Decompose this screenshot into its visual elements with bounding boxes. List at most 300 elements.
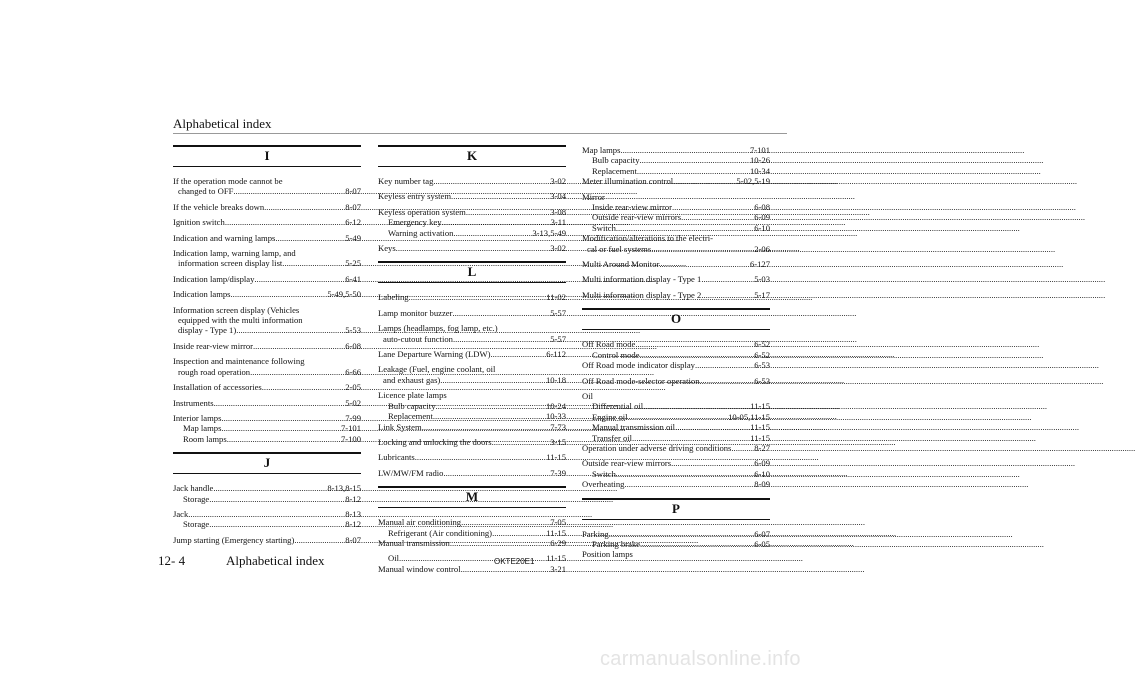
section-letter-heading: P [582, 498, 770, 520]
index-entry [378, 207, 566, 238]
dot-leader [262, 382, 345, 392]
page-reference: 8-12 [345, 519, 361, 530]
index-entry [173, 305, 361, 336]
page-header-title: Alphabetical index [173, 116, 272, 131]
dot-leader [651, 244, 754, 254]
dot-leader [451, 191, 550, 201]
index-term: Inside rear-view mirror [592, 202, 672, 213]
index-term: Off Road mode indicator display [582, 360, 695, 371]
index-entry [582, 274, 770, 284]
index-line [582, 350, 770, 360]
index-term: Indication lamp/display [173, 273, 255, 284]
index-line [582, 549, 770, 559]
index-column-1 [173, 145, 361, 553]
page-reference: 7-05 [550, 517, 566, 528]
index-line [173, 248, 361, 258]
index-term: Locking and unlocking the doors [378, 436, 492, 447]
index-entry [173, 509, 361, 530]
index-line [582, 155, 770, 165]
page-reference: 6-08 [754, 202, 770, 213]
index-term: Storage [183, 519, 210, 530]
index-line [582, 458, 770, 468]
watermark: carmanualsonline.info [600, 648, 801, 670]
index-entry [173, 356, 361, 377]
index-entry [173, 413, 361, 444]
dot-leader [253, 341, 345, 351]
page-reference: 10-05,11-15 [728, 411, 770, 422]
index-entry [582, 290, 770, 300]
page-reference: 6-52 [754, 349, 770, 360]
page-reference: 6-53 [754, 360, 770, 371]
page-reference: 5-57 [550, 333, 566, 344]
page-reference: 7-101 [340, 423, 361, 434]
index-line [173, 434, 361, 444]
dot-leader [442, 217, 551, 227]
dot-leader [254, 274, 345, 284]
index-term: Switch [592, 222, 616, 233]
page-reference: 7-73 [550, 421, 566, 432]
index-term: If the operation mode cannot be [173, 176, 283, 186]
index-column-2 [378, 145, 566, 582]
page-reference: 6-41 [345, 273, 361, 284]
dot-leader [675, 422, 750, 432]
index-term: Indication lamp, warning lamp, and [173, 248, 296, 259]
index-term: Outside rear-view mirrors [592, 212, 682, 223]
section-letter-heading: I [173, 145, 361, 167]
index-line [582, 391, 770, 401]
index-line [582, 166, 770, 176]
index-section [173, 452, 361, 545]
dot-leader [491, 349, 547, 359]
index-line [173, 423, 361, 433]
index-term: Lubricants [378, 452, 415, 463]
dot-leader [609, 529, 755, 539]
index-line [173, 341, 361, 351]
index-line [173, 367, 361, 377]
index-term: Oil [388, 553, 399, 564]
index-line [173, 305, 361, 315]
index-section [378, 261, 566, 478]
index-term: Installation of accessories [173, 382, 262, 393]
page-reference: 6-10 [754, 468, 770, 479]
page-reference: 6-07 [754, 528, 770, 539]
dot-leader [282, 258, 345, 268]
index-term: Manual window control [378, 563, 461, 574]
index-term: Switch [592, 468, 616, 479]
index-line [582, 290, 770, 300]
index-line [582, 339, 770, 349]
dot-leader [492, 528, 546, 538]
dot-leader [492, 437, 551, 447]
index-line [173, 289, 361, 299]
index-line [378, 334, 566, 344]
section-letter-heading: M [378, 486, 566, 508]
index-term: Inside rear-view mirror [173, 340, 253, 351]
index-entry [173, 398, 361, 408]
section-letter-heading: O [582, 308, 770, 330]
page-reference: 3-13,5-49 [532, 227, 566, 238]
page-reference: 11-15 [750, 432, 770, 443]
page-reference: 5-25 [345, 258, 361, 269]
page-reference: 6-09 [754, 458, 770, 469]
index-term: Overheating [582, 479, 625, 490]
index-section [173, 145, 361, 444]
page-reference: 5-53 [345, 325, 361, 336]
index-line [378, 364, 566, 374]
index-term: Control mode [592, 349, 640, 360]
page-reference: 11-02 [546, 292, 566, 303]
index-term: changed to OFF [178, 186, 234, 197]
index-term: Parking brake [592, 538, 640, 549]
index-line [378, 468, 566, 478]
index-term: Link System [378, 421, 422, 432]
dot-leader [294, 535, 345, 545]
index-line [378, 411, 566, 421]
index-entry [173, 202, 361, 212]
page-reference: 5-49 [345, 232, 361, 243]
dot-leader [275, 233, 345, 243]
dot-leader [659, 259, 750, 269]
index-term: Bulb capacity [388, 400, 436, 411]
page-reference: 6-29 [550, 537, 566, 548]
dot-leader [731, 443, 754, 453]
index-term: Lamps (headlamps, fog lamp, etc.) [378, 323, 498, 334]
index-term: Mirror [582, 191, 605, 202]
index-line [582, 192, 770, 202]
index-entry [378, 349, 566, 359]
index-entry [378, 437, 566, 447]
page-reference: 5-02,5-19 [736, 176, 770, 187]
index-line [173, 382, 361, 392]
dot-leader [461, 517, 550, 527]
dot-leader [422, 422, 551, 432]
dot-leader [632, 433, 750, 443]
dot-leader [440, 375, 546, 385]
index-line [378, 228, 566, 238]
index-term: Map lamps [582, 145, 621, 155]
index-term: Differential oil [592, 401, 644, 412]
index-line [582, 259, 770, 269]
index-line [378, 538, 566, 548]
index-section [378, 486, 566, 574]
page-reference: 5-49,5-50 [327, 289, 361, 300]
index-entry [378, 364, 566, 385]
index-entry [378, 176, 566, 186]
index-term: cal or fuel systems [587, 243, 652, 254]
index-entry [378, 468, 566, 478]
page-reference: 6-66 [345, 366, 361, 377]
index-entry [173, 341, 361, 351]
index-line [173, 258, 361, 268]
index-line [378, 176, 566, 186]
dot-leader [453, 334, 550, 344]
index-line [582, 360, 770, 370]
index-term: Off Road mode [582, 339, 636, 350]
index-term: Licence plate lamps [378, 390, 447, 401]
index-section [582, 308, 770, 489]
index-line [582, 376, 770, 386]
index-line [378, 564, 566, 574]
index-section [582, 145, 770, 300]
dot-leader [643, 401, 750, 411]
index-line [582, 223, 770, 233]
dot-leader [396, 243, 551, 253]
index-entry [173, 483, 361, 504]
index-term: Replacement [388, 411, 433, 422]
index-term: Storage [183, 493, 210, 504]
index-line [378, 553, 566, 563]
index-term: Engine oil [592, 411, 628, 422]
index-line [378, 528, 566, 538]
index-term: Jump starting (Emergency starting) [173, 534, 295, 545]
index-entry [173, 535, 361, 545]
index-term: Interior lamps [173, 412, 222, 423]
dot-leader [233, 186, 345, 196]
index-term: Manual air conditioning [378, 517, 462, 528]
index-entry [378, 390, 566, 432]
page-reference: 6-09 [754, 212, 770, 223]
dot-leader [450, 538, 550, 548]
index-entry [582, 339, 770, 370]
index-entry [378, 553, 566, 574]
index-line [582, 233, 770, 243]
page-reference: 6-08 [345, 340, 361, 351]
dot-leader [231, 289, 328, 299]
index-term: Modification/alterations to the electri- [582, 233, 714, 244]
dot-leader [701, 290, 754, 300]
dot-leader [227, 434, 341, 444]
page-reference: 7-101 [749, 145, 770, 155]
index-line [582, 412, 770, 422]
index-entry [173, 289, 361, 299]
index-term: Parking [582, 528, 609, 539]
index-line [173, 217, 361, 227]
index-line [173, 315, 361, 325]
page-reference: 11-15 [750, 401, 770, 412]
dot-leader [701, 274, 754, 284]
dot-leader [640, 539, 754, 549]
page-reference: 8-09 [754, 479, 770, 490]
index-line [173, 356, 361, 366]
page-reference: 8-27 [754, 442, 770, 453]
index-entry [582, 192, 770, 254]
index-term: Inspection and maintenance following [173, 356, 305, 367]
index-line [173, 398, 361, 408]
dot-leader [436, 401, 546, 411]
index-term: equipped with the multi information [178, 315, 303, 326]
index-line [173, 186, 361, 196]
index-line [173, 413, 361, 423]
index-term: Outside rear-view mirrors [582, 458, 672, 469]
index-term: Instruments [173, 397, 214, 408]
index-term: Indication and warning lamps [173, 232, 276, 243]
index-term: and exhaust gas) [383, 374, 441, 385]
index-line [378, 292, 566, 302]
page-reference: 11-15 [750, 422, 770, 433]
footer-title: Alphabetical index [226, 553, 325, 568]
index-term: Position lamps [582, 549, 633, 560]
dot-leader [443, 468, 550, 478]
page-reference: 7-39 [550, 467, 566, 478]
dot-leader [628, 412, 728, 422]
page-reference: 8-07 [345, 186, 361, 197]
page-reference: 6-127 [749, 259, 770, 270]
index-entry [173, 217, 361, 227]
index-line [582, 469, 770, 479]
page-reference: 10-33 [545, 411, 566, 422]
dot-leader [221, 413, 345, 423]
index-section [582, 498, 770, 560]
page-reference: 3-02 [550, 176, 566, 186]
page-reference: 10-24 [545, 400, 566, 411]
index-entry [582, 458, 770, 489]
index-line [378, 217, 566, 227]
dot-leader [221, 423, 341, 433]
index-term: Labeling [378, 292, 409, 303]
page-reference: 8-13,8-15 [327, 483, 361, 494]
index-term: Map lamps [183, 423, 222, 434]
page-reference: 3-04 [550, 191, 566, 202]
index-entry [173, 248, 361, 269]
page-reference: 10-26 [749, 155, 770, 166]
index-term: Multi information display - Type 2 [582, 289, 702, 300]
page-reference: 5-02 [345, 397, 361, 408]
index-entry [582, 145, 770, 187]
page-reference: 6-05 [754, 538, 770, 549]
index-line [378, 401, 566, 411]
dot-leader [433, 411, 546, 421]
index-term: Multi information display - Type 1 [582, 274, 702, 285]
page-reference: 7-100 [340, 433, 361, 444]
index-term: Replacement [592, 165, 637, 176]
dot-leader [452, 308, 550, 318]
dot-leader [624, 479, 754, 489]
index-line [582, 202, 770, 212]
index-entry [582, 391, 770, 453]
dot-leader [415, 452, 547, 462]
header-rule [173, 133, 787, 134]
index-term: Multi Around Monitor [582, 259, 660, 270]
index-line [378, 517, 566, 527]
index-term: information screen display list [178, 258, 283, 269]
page-reference: 8-07 [345, 201, 361, 212]
index-term: Lane Departure Warning (LDW) [378, 349, 491, 360]
dot-leader [409, 292, 547, 302]
index-line [173, 274, 361, 284]
index-line [173, 325, 361, 335]
page-reference: 6-52 [754, 339, 770, 350]
index-term: Transfer oil [592, 432, 633, 443]
index-term: Operation under adverse driving conditions [582, 442, 732, 453]
page-reference: 6-53 [754, 375, 770, 386]
index-entry [378, 452, 566, 462]
index-term: Keyless operation system [378, 206, 466, 217]
index-entry [378, 191, 566, 201]
index-section [378, 145, 566, 253]
section-letter-heading: J [173, 452, 361, 474]
index-line [173, 535, 361, 545]
index-term: Ignition switch [173, 217, 225, 228]
dot-leader [433, 176, 550, 186]
section-letter-heading: K [378, 145, 566, 167]
index-entry [173, 382, 361, 392]
index-line [582, 479, 770, 489]
index-line [173, 509, 361, 519]
index-term: Room lamps [183, 433, 227, 444]
index-term: Manual transmission [378, 537, 450, 548]
page-reference: 2-05 [345, 382, 361, 393]
index-line [582, 539, 770, 549]
index-term: If the vehicle breaks down [173, 201, 265, 212]
dot-leader [225, 217, 345, 227]
index-entry [173, 233, 361, 243]
index-entry [582, 259, 770, 269]
index-line [378, 191, 566, 201]
page-reference: 5-17 [754, 289, 770, 300]
dot-leader [214, 398, 346, 408]
index-entry [378, 243, 566, 253]
page-reference: 3-15 [550, 436, 566, 447]
dot-leader [620, 145, 750, 155]
index-line [378, 437, 566, 447]
index-line [173, 483, 361, 493]
index-column-3 [582, 145, 770, 568]
dot-leader [213, 483, 327, 493]
index-line [582, 274, 770, 284]
page-reference: 3-11 [550, 217, 566, 228]
index-line [378, 452, 566, 462]
page-reference: 8-12 [345, 493, 361, 504]
index-line [173, 233, 361, 243]
index-term: Information screen display (Vehicles [173, 304, 300, 315]
index-term: Keyless entry system [378, 191, 452, 202]
page-reference: 2-06 [754, 243, 770, 254]
index-term: Key number tag [378, 176, 434, 186]
index-entry [378, 292, 566, 302]
index-term: Off Road mode-selector operation [582, 375, 700, 386]
index-line [582, 145, 770, 155]
index-term: auto-cutout function [383, 333, 453, 344]
index-line [582, 443, 770, 453]
index-term: Oil [582, 390, 593, 401]
index-line [173, 519, 361, 529]
index-line [378, 375, 566, 385]
index-term: LW/MW/FM radio [378, 467, 444, 478]
dot-leader [700, 376, 755, 386]
index-line [378, 422, 566, 432]
page-reference: 11-15 [546, 553, 566, 564]
index-line [582, 422, 770, 432]
footer-doc-code: OKTE20E1 [494, 557, 535, 566]
index-term: Keys [378, 243, 396, 254]
index-term: Manual transmission oil [592, 422, 676, 433]
index-entry [378, 308, 566, 318]
index-entry [378, 323, 566, 344]
index-line [582, 212, 770, 222]
index-line [582, 176, 770, 186]
page-reference: 10-18 [545, 374, 566, 385]
page-reference: 5-03 [754, 274, 770, 285]
index-line [378, 308, 566, 318]
dot-leader [695, 360, 754, 370]
index-term: Jack handle [173, 483, 214, 494]
index-line [582, 244, 770, 254]
index-term: Jack [173, 508, 189, 519]
page-reference: 6-112 [546, 349, 566, 360]
index-line [173, 176, 361, 186]
index-term: display - Type 1) [178, 325, 237, 336]
page-reference: 8-13 [345, 508, 361, 519]
